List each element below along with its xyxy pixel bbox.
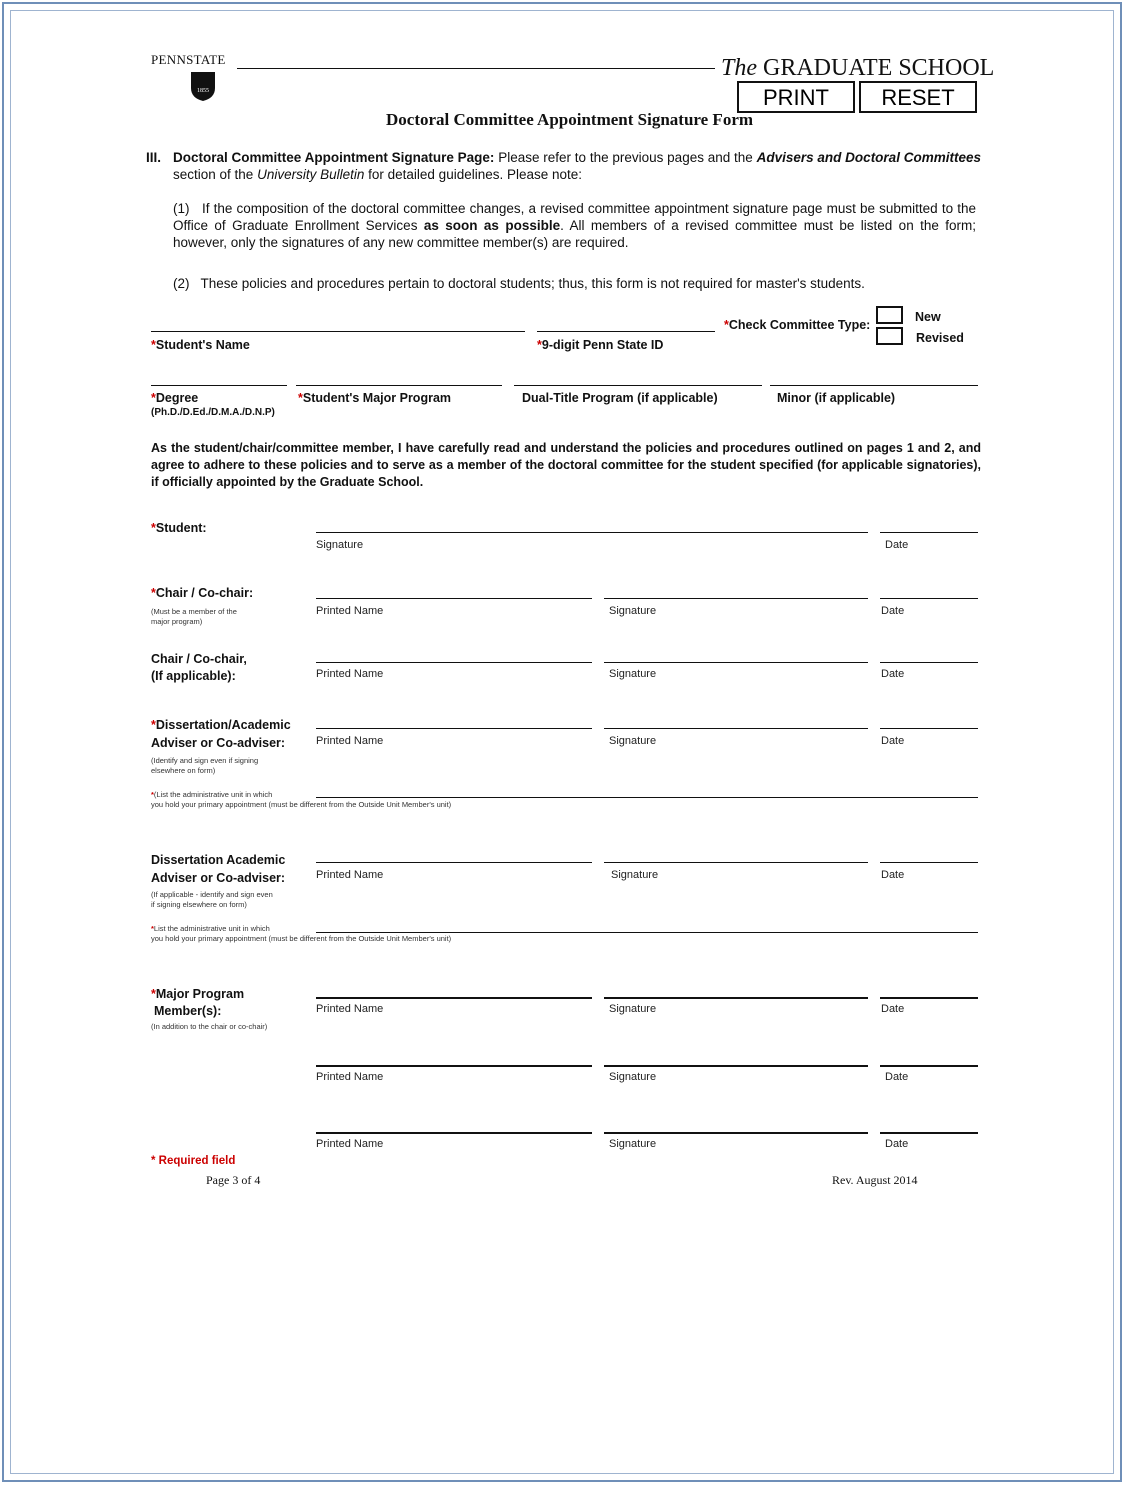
agreement-statement: As the student/chair/committee member, I have carefully read and understand the policies and procedures outlined on pages 1 and 2, and agree to adhere to these policies and to serve as a member of the doctoral committee for the student specified (for applicable signatories), if officially appointed by the Graduate School. — [151, 441, 981, 489]
student-signature-caption: Signature — [316, 539, 364, 551]
school-the: The — [721, 55, 757, 81]
student-signature-field[interactable] — [316, 532, 868, 533]
minor-label: Minor (if applicable) — [777, 391, 896, 405]
new-option-label: New — [915, 310, 941, 324]
adviser2-date-field[interactable] — [880, 862, 978, 863]
form-title: Doctoral Committee Appointment Signature Form — [386, 110, 754, 129]
cochair-name-field[interactable] — [316, 662, 592, 663]
member1-signature-caption: Signature — [609, 1003, 657, 1015]
intro-b: Advisers and Doctoral Committees — [756, 150, 981, 165]
new-checkbox[interactable] — [876, 306, 903, 324]
chair-date-field[interactable] — [880, 598, 978, 599]
adviser-name-caption: Printed Name — [316, 735, 384, 747]
note1-c: . All members of a revised committee must be listed on the form; however, only the signatures of any new committee member(s) are required. — [173, 218, 977, 250]
adviser-name-field[interactable] — [316, 728, 592, 729]
adviser2-row-label: Dissertation Academic Adviser or Co-adviser: — [151, 853, 286, 885]
major-field[interactable] — [296, 385, 502, 386]
note2-num: (2) — [173, 276, 190, 291]
note-1 — [173, 200, 976, 251]
chair-note: (Must be a member of the major program) — [151, 607, 237, 626]
intro-a: Please refer to the previous pages and the — [498, 150, 753, 165]
member1-signature-field[interactable] — [604, 997, 868, 999]
adviser-signature-field[interactable] — [604, 728, 868, 729]
section-number: III. — [146, 150, 162, 165]
chair-signature-caption: Signature — [609, 605, 657, 617]
adviser2-name-caption: Printed Name — [316, 869, 384, 881]
member2-name-field[interactable] — [316, 1065, 592, 1067]
intro-e: for detailed guidelines. Please note: — [368, 167, 583, 182]
adviser-row-label: *Dissertation/Academic Adviser or Co-adviser: — [151, 718, 291, 750]
print-button[interactable]: PRINT — [737, 81, 855, 113]
member3-date-caption: Date — [885, 1138, 909, 1150]
section-heading: Doctoral Committee Appointment Signature Page: — [173, 150, 495, 165]
school-title — [721, 55, 994, 82]
adviser-date-field[interactable] — [880, 728, 978, 729]
member3-name-field[interactable] — [316, 1132, 592, 1134]
cochair-signature-caption: Signature — [609, 668, 657, 680]
member1-date-field[interactable] — [880, 997, 978, 999]
committee-type-label: *Check Committee Type: — [724, 318, 871, 332]
reset-button[interactable]: RESET — [859, 81, 977, 113]
member2-date-caption: Date — [885, 1071, 909, 1083]
member2-signature-caption: Signature — [609, 1071, 657, 1083]
student-id-field[interactable] — [537, 331, 715, 332]
note2-text: These policies and procedures pertain to doctoral students; thus, this form is not required for master's students. — [200, 276, 865, 291]
school-name: GRADUATE SCHOOL — [763, 55, 995, 81]
adviser2-note: (If applicable - identify and sign even if signing elsewhere on form) — [151, 890, 273, 909]
student-date-field[interactable] — [880, 532, 978, 533]
note1-b: as soon as possible — [423, 218, 561, 233]
revised-option-label: Revised — [916, 331, 964, 345]
member1-date-caption: Date — [881, 1003, 905, 1015]
chair-name-field[interactable] — [316, 598, 592, 599]
member3-signature-field[interactable] — [604, 1132, 868, 1134]
member2-name-caption: Printed Name — [316, 1071, 384, 1083]
adviser-note: (Identify and sign even if signing elsewhere on form) — [151, 756, 259, 775]
cochair-name-caption: Printed Name — [316, 668, 384, 680]
members-note: (In addition to the chair or co-chair) — [151, 1022, 268, 1031]
adviser-unit-note: *(List the administrative unit in which you hold your primary appointment (must be different from the Outside Unit Member's unit) — [151, 790, 452, 809]
student-id-label: *9-digit Penn State ID — [537, 338, 664, 352]
revision-date: Rev. August 2014 — [832, 1173, 918, 1187]
adviser2-name-field[interactable] — [316, 862, 592, 863]
cochair-date-field[interactable] — [880, 662, 978, 663]
header-rule — [237, 68, 715, 69]
degree-field[interactable] — [151, 385, 287, 386]
student-name-field[interactable] — [151, 331, 525, 332]
member2-signature-field[interactable] — [604, 1065, 868, 1067]
minor-field[interactable] — [770, 385, 978, 386]
student-name-label: *Student's Name — [151, 338, 250, 352]
student-row-label: *Student: — [151, 521, 207, 535]
adviser2-signature-caption: Signature — [611, 869, 659, 881]
adviser2-date-caption: Date — [881, 869, 905, 881]
note1-num: (1) — [173, 201, 190, 216]
adviser2-signature-field[interactable] — [604, 862, 868, 863]
major-label: *Student's Major Program — [298, 391, 452, 405]
note-2 — [173, 275, 983, 292]
adviser-signature-caption: Signature — [609, 735, 657, 747]
adviser-date-caption: Date — [881, 735, 905, 747]
chair-name-caption: Printed Name — [316, 605, 384, 617]
pennstate-wordmark: PENNSTATE — [151, 52, 226, 67]
member3-name-caption: Printed Name — [316, 1138, 384, 1150]
member3-signature-caption: Signature — [609, 1138, 657, 1150]
pennstate-year: 1855 — [197, 88, 209, 94]
intro-d: University Bulletin — [257, 167, 365, 182]
revised-checkbox[interactable] — [876, 327, 903, 345]
chair-date-caption: Date — [881, 605, 905, 617]
cochair-row-label: Chair / Co-chair, (If applicable): — [151, 652, 247, 683]
degree-label: *Degree — [151, 391, 199, 405]
student-date-caption: Date — [885, 539, 909, 551]
cochair-date-caption: Date — [881, 668, 905, 680]
section-intro — [173, 149, 981, 183]
member2-date-field[interactable] — [880, 1065, 978, 1067]
required-field-note: * Required field — [151, 1155, 236, 1167]
member1-name-field[interactable] — [316, 997, 592, 999]
pennstate-shield-icon — [189, 70, 217, 102]
intro-c: section of the — [173, 167, 254, 182]
note1-a: If the composition of the doctoral committee changes, a revised committee appointment signature page must be submitted to the Office of Graduate Enrollment Services — [173, 201, 976, 233]
members-row-label: *Major Program Member(s): — [151, 987, 245, 1018]
member3-date-field[interactable] — [880, 1132, 978, 1134]
cochair-signature-field[interactable] — [604, 662, 868, 663]
member1-name-caption: Printed Name — [316, 1003, 384, 1015]
dual-title-label: Dual-Title Program (if applicable) — [522, 391, 718, 405]
chair-signature-field[interactable] — [604, 598, 868, 599]
adviser2-unit-note: *List the administrative unit in which you hold your primary appointment (must be different from the Outside Unit Member's unit) — [151, 924, 452, 943]
page-number: Page 3 of 4 — [206, 1173, 261, 1187]
dual-title-field[interactable] — [514, 385, 762, 386]
degree-sub-label: (Ph.D./D.Ed./D.M.A./D.N.P) — [151, 407, 275, 418]
chair-row-label: *Chair / Co-chair: — [151, 586, 254, 600]
pennstate-logo — [151, 52, 226, 94]
